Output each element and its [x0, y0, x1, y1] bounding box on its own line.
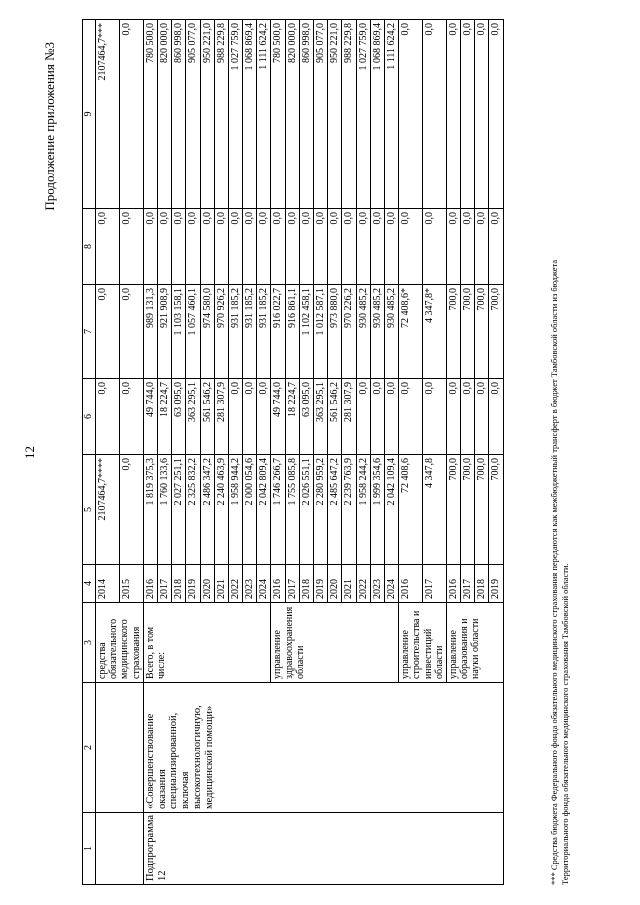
value-cell: 0,0: [342, 209, 356, 285]
table-row: [143, 20, 157, 885]
year-cell: 2020: [328, 565, 342, 603]
year-cell: 2016: [399, 565, 423, 603]
column-number-3: 3: [83, 603, 96, 683]
value-cell: 916 861,1: [285, 285, 299, 379]
value-cell: 700,0: [475, 455, 489, 565]
value-cell: 2 000 054,6: [243, 455, 257, 565]
value-cell: 930 485,2: [384, 285, 398, 379]
empty-cell: [96, 813, 144, 885]
value-cell: 2107464,7****: [96, 455, 120, 565]
value-cell: 1 999 354,6: [370, 455, 384, 565]
value-cell: 1 027 759,0: [356, 20, 370, 209]
column-number-row: [83, 20, 96, 885]
value-cell: 0,0: [489, 379, 503, 455]
footnote-line-1: *** Средства бюджета Федерального фонда обязательного медицинского страхования передаются как межбюджетный трансферт в бюджет Тамбовской области из бюджета: [549, 259, 559, 885]
value-cell: 1 760 133,6: [157, 455, 171, 565]
value-cell: 0,0: [475, 379, 489, 455]
year-cell: 2019: [489, 565, 503, 603]
value-cell: 820 000,0: [157, 20, 171, 209]
value-cell: 1 027 759,0: [228, 20, 242, 209]
year-cell: 2017: [461, 565, 475, 603]
value-cell: 930 485,2: [370, 285, 384, 379]
value-cell: 950 221,0: [200, 20, 214, 209]
value-cell: 1 958 244,2: [356, 455, 370, 565]
value-cell: 700,0: [461, 455, 475, 565]
value-cell: 905 077,0: [314, 20, 328, 209]
value-cell: 63 095,0: [172, 379, 186, 455]
value-cell: 973 880,0: [328, 285, 342, 379]
year-cell: 2021: [342, 565, 356, 603]
value-cell: 700,0: [461, 285, 475, 379]
value-cell: 0,0: [356, 379, 370, 455]
value-cell: 1 111 624,2: [384, 20, 398, 209]
value-cell: 700,0: [446, 285, 460, 379]
value-cell: 780 500,0: [143, 20, 157, 209]
value-cell: 2 042 109,4: [384, 455, 398, 565]
column-number-8: 8: [83, 209, 96, 285]
subprogram-name: «Совершенствование оказания специализированной, включая высокотехнологичную, медицинской помощи»: [143, 683, 503, 813]
column-number-4: 4: [83, 565, 96, 603]
value-cell: 0,0: [475, 209, 489, 285]
year-cell: 2016: [446, 565, 460, 603]
value-cell: 0,0: [423, 209, 447, 285]
value-cell: 0,0: [243, 379, 257, 455]
year-cell: 2023: [243, 565, 257, 603]
value-cell: 4 347,8*: [423, 285, 447, 379]
subprogram-code: Подпрограмма 12: [143, 813, 503, 885]
value-cell: 1 057 460,1: [186, 285, 200, 379]
value-cell: 0,0: [96, 209, 120, 285]
value-cell: 0,0: [328, 209, 342, 285]
year-cell: 2022: [356, 565, 370, 603]
value-cell: 0,0: [119, 209, 143, 285]
table-body: [96, 20, 504, 885]
year-cell: 2018: [299, 565, 313, 603]
value-cell: 0,0: [461, 209, 475, 285]
value-cell: 931 185,2: [257, 285, 271, 379]
value-cell: 0,0: [96, 285, 120, 379]
value-cell: 0,0: [423, 20, 447, 209]
value-cell: 0,0: [446, 20, 460, 209]
value-cell: 0,0: [314, 209, 328, 285]
value-cell: 561 546,2: [328, 379, 342, 455]
value-cell: 700,0: [489, 285, 503, 379]
value-cell: 1 111 624,2: [257, 20, 271, 209]
value-cell: 72 408,6*: [399, 285, 423, 379]
value-cell: 2107464,7***: [96, 20, 120, 209]
value-cell: 930 485,2: [356, 285, 370, 379]
value-cell: 0,0: [243, 209, 257, 285]
value-cell: 0,0: [257, 379, 271, 455]
value-cell: 974 580,0: [200, 285, 214, 379]
value-cell: 0,0: [228, 379, 242, 455]
value-cell: 0,0: [96, 379, 120, 455]
value-cell: 0,0: [143, 209, 157, 285]
value-cell: 860 998,0: [172, 20, 186, 209]
value-cell: 931 185,2: [243, 285, 257, 379]
value-cell: 700,0: [475, 285, 489, 379]
value-cell: 0,0: [228, 209, 242, 285]
value-cell: 0,0: [200, 209, 214, 285]
value-cell: 0,0: [384, 209, 398, 285]
column-number-6: 6: [83, 379, 96, 455]
value-cell: 18 224,7: [285, 379, 299, 455]
year-cell: 2017: [157, 565, 171, 603]
value-cell: 970 926,2: [214, 285, 228, 379]
value-cell: 988 229,8: [214, 20, 228, 209]
footnote: [549, 20, 570, 885]
year-cell: 2019: [186, 565, 200, 603]
value-cell: 820 000,0: [285, 20, 299, 209]
column-number-9: 9: [83, 20, 96, 209]
value-cell: 1 819 375,3: [143, 455, 157, 565]
year-cell: 2017: [423, 565, 447, 603]
value-cell: 0,0: [119, 20, 143, 209]
value-cell: 1 746 266,7: [271, 455, 285, 565]
value-cell: 0,0: [285, 209, 299, 285]
value-cell: 63 095,0: [299, 379, 313, 455]
value-cell: 363 295,1: [186, 379, 200, 455]
year-cell: 2019: [314, 565, 328, 603]
value-cell: 860 998,0: [299, 20, 313, 209]
value-cell: 970 226,2: [342, 285, 356, 379]
financing-table: [82, 19, 504, 885]
value-cell: 1 755 085,8: [285, 455, 299, 565]
value-cell: 950 221,0: [328, 20, 342, 209]
appendix-title: Продолжение приложения №3: [42, 42, 57, 211]
column-number-1: 1: [83, 813, 96, 885]
value-cell: 700,0: [446, 455, 460, 565]
year-cell: 2024: [257, 565, 271, 603]
value-cell: 1 958 944,2: [228, 455, 242, 565]
value-cell: 0,0: [384, 379, 398, 455]
value-cell: 0,0: [461, 379, 475, 455]
year-cell: 2021: [214, 565, 228, 603]
funding-source: Всего, в том числе:: [143, 603, 271, 683]
value-cell: 0,0: [157, 209, 171, 285]
value-cell: 0,0: [370, 209, 384, 285]
value-cell: 2 485 647,2: [328, 455, 342, 565]
value-cell: 1 102 458,1: [299, 285, 313, 379]
funding-source: средства обязательного медицинского страхования: [96, 603, 144, 683]
value-cell: 988 229,8: [342, 20, 356, 209]
value-cell: 2 486 347,2: [200, 455, 214, 565]
value-cell: 0,0: [446, 209, 460, 285]
value-cell: 700,0: [489, 455, 503, 565]
funding-source: управление строительства и инвестиций области: [399, 603, 447, 683]
year-cell: 2020: [200, 565, 214, 603]
year-cell: 2017: [285, 565, 299, 603]
value-cell: 0,0: [356, 209, 370, 285]
value-cell: 0,0: [475, 20, 489, 209]
value-cell: 0,0: [461, 20, 475, 209]
year-cell: 2022: [228, 565, 242, 603]
page-number: 12: [22, 446, 37, 459]
value-cell: 1 103 158,1: [172, 285, 186, 379]
year-cell: 2016: [271, 565, 285, 603]
value-cell: 931 185,2: [228, 285, 242, 379]
value-cell: 2 042 809,4: [257, 455, 271, 565]
year-cell: 2023: [370, 565, 384, 603]
value-cell: 0,0: [186, 209, 200, 285]
value-cell: 363 295,1: [314, 379, 328, 455]
column-number-5: 5: [83, 455, 96, 565]
value-cell: 0,0: [399, 20, 423, 209]
year-cell: 2014: [96, 565, 120, 603]
value-cell: 0,0: [271, 209, 285, 285]
value-cell: 0,0: [172, 209, 186, 285]
value-cell: 18 224,7: [157, 379, 171, 455]
value-cell: 49 744,0: [143, 379, 157, 455]
value-cell: 0,0: [399, 379, 423, 455]
year-cell: 2016: [143, 565, 157, 603]
value-cell: 72 408,6: [399, 455, 423, 565]
column-number-2: 2: [83, 683, 96, 813]
funding-source: управление образования и науки области: [446, 603, 503, 683]
value-cell: 0,0: [370, 379, 384, 455]
value-cell: 0,0: [119, 379, 143, 455]
value-cell: 916 022,7: [271, 285, 285, 379]
value-cell: 1 012 587,1: [314, 285, 328, 379]
value-cell: 0,0: [446, 379, 460, 455]
year-cell: 2018: [172, 565, 186, 603]
value-cell: 2 325 832,2: [186, 455, 200, 565]
value-cell: 2 026 551,1: [299, 455, 313, 565]
value-cell: 4 347,8: [423, 455, 447, 565]
value-cell: 2 027 251,1: [172, 455, 186, 565]
value-cell: 281 307,9: [342, 379, 356, 455]
year-cell: 2024: [384, 565, 398, 603]
value-cell: 1 068 869,4: [370, 20, 384, 209]
value-cell: 0,0: [119, 455, 143, 565]
value-cell: 2 280 959,2: [314, 455, 328, 565]
value-cell: 905 077,0: [186, 20, 200, 209]
value-cell: 921 908,9: [157, 285, 171, 379]
value-cell: 2 240 463,9: [214, 455, 228, 565]
value-cell: 0,0: [399, 209, 423, 285]
value-cell: 989 131,3: [143, 285, 157, 379]
value-cell: 0,0: [423, 379, 447, 455]
value-cell: 0,0: [489, 209, 503, 285]
value-cell: 2 239 763,9: [342, 455, 356, 565]
value-cell: 0,0: [119, 285, 143, 379]
value-cell: 780 500,0: [271, 20, 285, 209]
footnote-line-2: Территориального фонда обязательного медицинского страхования Тамбовской области.: [559, 563, 570, 885]
value-cell: 0,0: [299, 209, 313, 285]
value-cell: 561 546,2: [200, 379, 214, 455]
table-row: [96, 20, 120, 885]
funding-source: управление здравоохранения области: [271, 603, 399, 683]
value-cell: 0,0: [214, 209, 228, 285]
year-cell: 2015: [119, 565, 143, 603]
value-cell: 1 068 869,4: [243, 20, 257, 209]
value-cell: 281 307,9: [214, 379, 228, 455]
year-cell: 2018: [475, 565, 489, 603]
value-cell: 0,0: [257, 209, 271, 285]
empty-cell: [96, 683, 144, 813]
column-number-7: 7: [83, 285, 96, 379]
value-cell: 0,0: [489, 20, 503, 209]
value-cell: 49 744,0: [271, 379, 285, 455]
